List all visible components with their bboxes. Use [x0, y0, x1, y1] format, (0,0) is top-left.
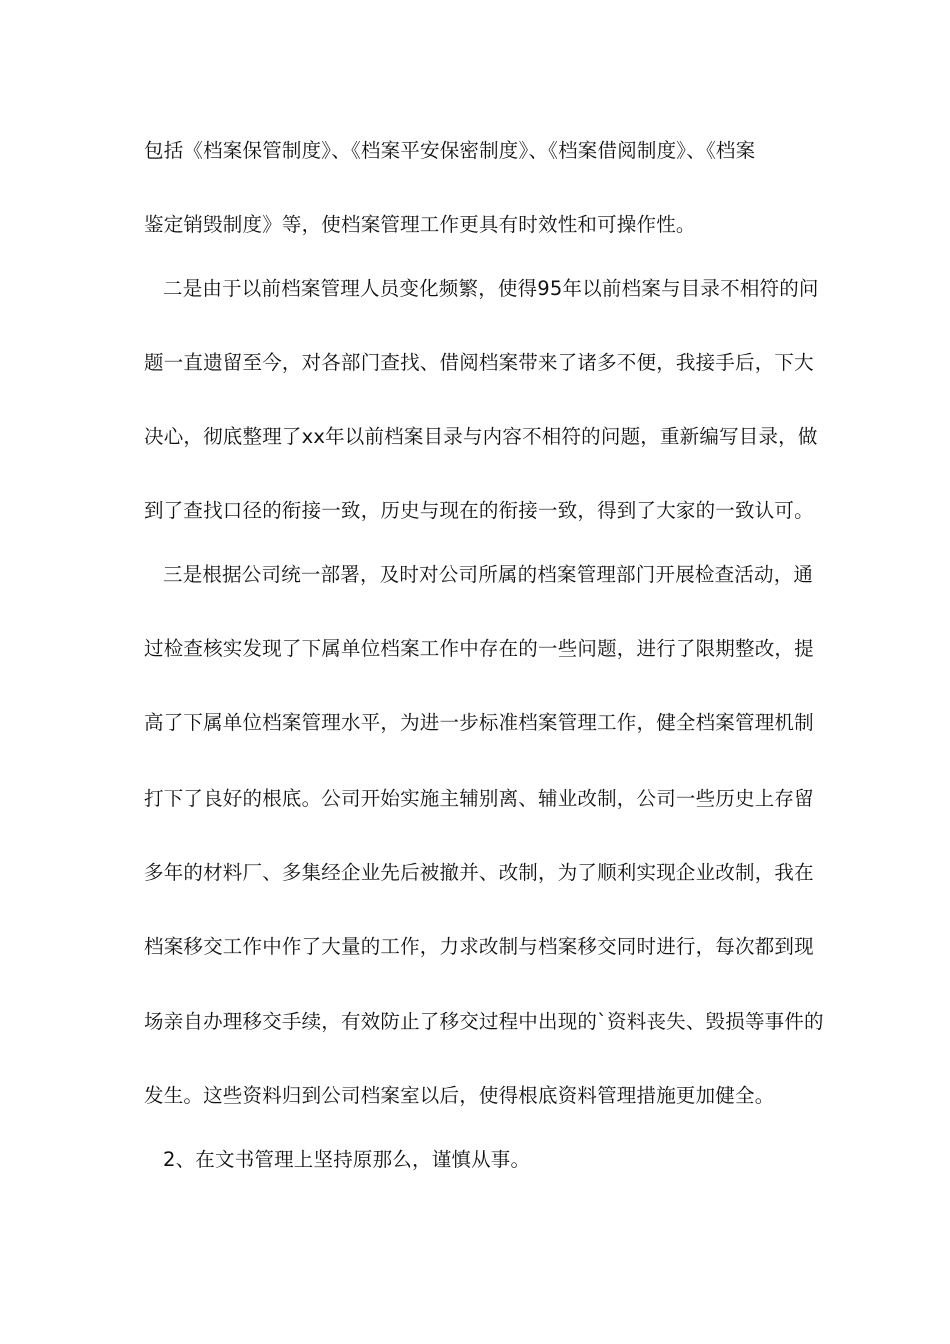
paragraph-start-line: 三是根据公司统一部署，及时对公司所属的档案管理部门开展检查活动，通: [163, 563, 814, 586]
text-line: 发生。这些资料归到公司档案室以后，使得根底资料管理措施更加健全。: [144, 1084, 775, 1107]
text-line: 包括《档案保管制度》、《档案平安保密制度》、《档案借阅制度》、《档案: [144, 139, 756, 162]
text-line: 鉴定销毁制度》等，使档案管理工作更具有时效性和可操作性。: [144, 213, 696, 236]
text-line: 打下了良好的根底。公司开始实施主辅别离、辅业改制，公司一些历史上存留: [144, 787, 814, 810]
text-line: 题一直遗留至今，对各部门查找、借阅档案带来了诸多不便，我接手后，下大: [144, 351, 814, 374]
text-line: 高了下属单位档案管理水平，为进一步标准档案管理工作，健全档案管理机制: [144, 711, 814, 734]
text-line: 场亲自办理移交手续，有效防止了移交过程中出现的`资料丧失、毁损等事件的: [144, 1010, 824, 1033]
text-line: 过检查核实发现了下属单位档案工作中存在的一些问题，进行了限期整改，提: [144, 637, 814, 660]
section-heading-line: 2、在文书管理上坚持原那么，谨慎从事。: [163, 1148, 531, 1171]
text-line: 决心，彻底整理了xx年以前档案目录与内容不相符的问题，重新编写目录，做: [144, 425, 818, 448]
text-line: 档案移交工作中作了大量的工作，力求改制与档案移交同时进行，每次都到现: [144, 935, 814, 958]
paragraph-start-line: 二是由于以前档案管理人员变化频繁，使得95年以前档案与目录不相符的问: [163, 277, 819, 300]
text-line: 多年的材料厂、多集经企业先后被撤并、改制，为了顺利实现企业改制，我在: [144, 861, 814, 884]
text-line: 到了查找口径的衔接一致，历史与现在的衔接一致，得到了大家的一致认可。: [144, 499, 814, 522]
